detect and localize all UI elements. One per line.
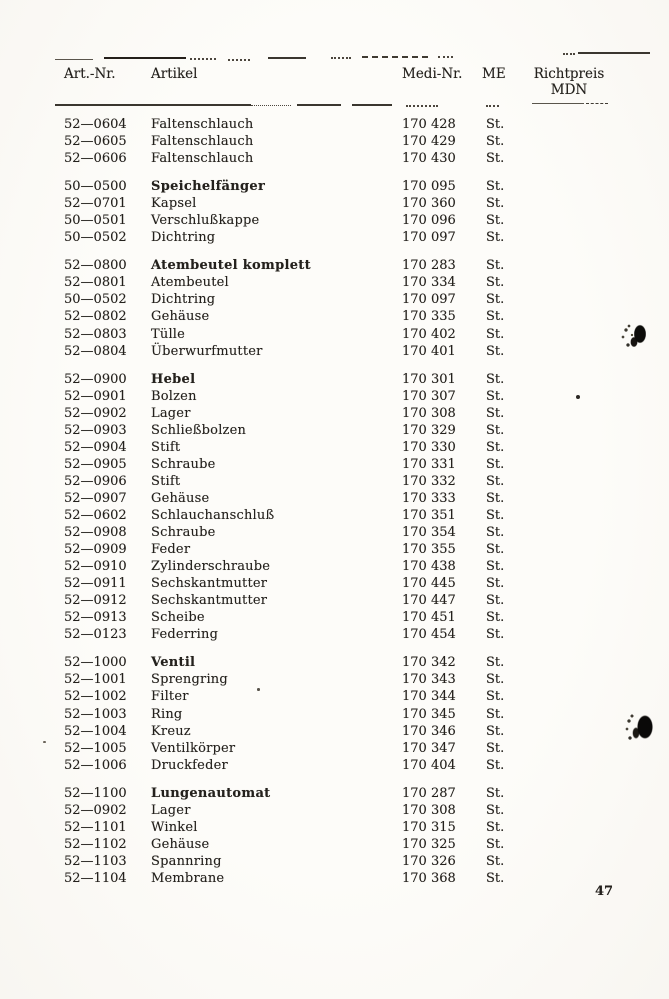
medi-nr-cell: 170 095 (402, 179, 456, 195)
medi-nr-cell: 170 330 (402, 439, 456, 455)
table-row (0, 507, 669, 524)
art-nr-cell: 52—0902 (64, 802, 127, 818)
table-row (0, 195, 669, 212)
me-cell: St. (486, 275, 505, 291)
me-cell: St. (486, 870, 505, 886)
me-cell: St. (486, 627, 505, 643)
art-nr-cell: 52—0123 (64, 627, 127, 643)
medi-nr-cell: 170 331 (402, 456, 456, 472)
medi-nr-cell: 170 097 (402, 230, 456, 246)
table-rule-segment (104, 57, 186, 59)
me-cell: St. (486, 326, 505, 342)
artikel-cell: Schraube (151, 525, 216, 541)
medi-nr-cell: 170 308 (402, 802, 456, 818)
table-rule-segment (55, 104, 251, 106)
artikel-cell: Ventilkörper (151, 740, 236, 756)
artikel-cell: Spannring (151, 853, 222, 869)
table-row (0, 654, 669, 671)
me-cell: St. (486, 593, 505, 609)
me-cell: St. (486, 490, 505, 506)
me-cell: St. (486, 853, 505, 869)
art-nr-cell: 52—0803 (64, 326, 127, 342)
table-rule-segment (331, 57, 351, 59)
table-rule-segment (486, 105, 499, 107)
art-nr-cell: 52—0801 (64, 275, 127, 291)
art-nr-cell: 52—0701 (64, 196, 127, 212)
medi-nr-cell: 170 454 (402, 627, 456, 643)
me-cell: St. (486, 388, 505, 404)
table-rule-segment (438, 56, 453, 58)
parts-group (0, 785, 669, 887)
art-nr-cell: 52—0901 (64, 388, 127, 404)
artikel-cell: Faltenschlauch (151, 151, 254, 167)
table-row (0, 388, 669, 405)
artikel-cell: Tülle (151, 326, 186, 342)
medi-nr-cell: 170 404 (402, 757, 456, 773)
table-row (0, 723, 669, 740)
table-row (0, 671, 669, 688)
art-nr-cell: 52—1003 (64, 706, 127, 722)
me-cell: St. (486, 343, 505, 359)
table-rule-segment (190, 58, 216, 60)
art-nr-cell: 52—1103 (64, 853, 127, 869)
medi-nr-cell: 170 428 (402, 117, 456, 132)
medi-nr-cell: 170 329 (402, 422, 456, 438)
art-nr-cell: 52—0908 (64, 525, 127, 541)
artikel-cell: Sprengring (151, 672, 228, 688)
artikel-cell: Scheibe (151, 610, 205, 626)
artikel-cell: Kapsel (151, 196, 197, 212)
artikel-cell: Verschlußkappe (151, 213, 260, 229)
me-cell: St. (486, 117, 505, 132)
me-cell: St. (486, 473, 505, 489)
artikel-cell: Stift (151, 473, 181, 489)
medi-nr-cell: 170 344 (402, 689, 456, 705)
artikel-cell: Ventil (151, 655, 196, 671)
parts-table-body (0, 116, 669, 898)
parts-group (0, 178, 669, 246)
column-header-art-nr: Art.-Nr. (64, 66, 116, 82)
table-rule-segment (55, 59, 93, 60)
artikel-cell: Atembeutel komplett (151, 258, 311, 274)
table-row (0, 802, 669, 819)
column-header-richtpreis-mdn (523, 66, 615, 98)
me-cell: St. (486, 507, 505, 523)
table-rule-segment (532, 103, 584, 104)
table-row (0, 558, 669, 575)
art-nr-cell: 52—1001 (64, 672, 127, 688)
table-row (0, 740, 669, 757)
art-nr-cell: 50—0500 (64, 179, 127, 195)
artikel-cell: Stift (151, 439, 181, 455)
art-nr-cell: 52—0902 (64, 405, 127, 421)
me-cell: St. (486, 525, 505, 541)
medi-nr-cell: 170 343 (402, 672, 456, 688)
art-nr-cell: 52—1101 (64, 819, 127, 835)
art-nr-cell: 52—0606 (64, 151, 127, 167)
medi-nr-cell: 170 334 (402, 275, 456, 291)
table-rule-segment (362, 56, 428, 58)
medi-nr-cell: 170 445 (402, 576, 456, 592)
column-header-artikel: Artikel (151, 66, 198, 82)
art-nr-cell: 52—0602 (64, 507, 127, 523)
table-row (0, 626, 669, 643)
table-row (0, 257, 669, 274)
me-cell: St. (486, 422, 505, 438)
medi-nr-cell: 170 346 (402, 723, 456, 739)
art-nr-cell: 52—0907 (64, 490, 127, 506)
table-row (0, 490, 669, 507)
me-cell: St. (486, 723, 505, 739)
artikel-cell: Faltenschlauch (151, 117, 254, 132)
me-cell: St. (486, 456, 505, 472)
artikel-cell: Lager (151, 802, 191, 818)
artikel-cell: Dichtring (151, 230, 216, 246)
me-cell: St. (486, 802, 505, 818)
art-nr-cell: 52—0913 (64, 610, 127, 626)
table-rule-segment (228, 59, 250, 61)
me-cell: St. (486, 405, 505, 421)
medi-nr-cell: 170 308 (402, 405, 456, 421)
me-cell: St. (486, 230, 505, 246)
art-nr-cell: 52—0900 (64, 371, 127, 387)
parts-group (0, 371, 669, 644)
art-nr-cell: 52—0802 (64, 309, 127, 325)
table-row (0, 274, 669, 291)
art-nr-cell: 52—0605 (64, 134, 127, 150)
artikel-cell: Atembeutel (151, 275, 229, 291)
parts-group (0, 654, 669, 773)
art-nr-cell: 52—0903 (64, 422, 127, 438)
me-cell: St. (486, 819, 505, 835)
medi-nr-cell: 170 333 (402, 490, 456, 506)
parts-group (0, 116, 669, 167)
medi-nr-cell: 170 368 (402, 870, 456, 886)
mdn-label: MDN (550, 82, 588, 98)
table-row (0, 371, 669, 388)
artikel-cell: Speichelfänger (151, 179, 266, 195)
artikel-cell: Überwurfmutter (151, 343, 263, 359)
page-number: 47 (595, 884, 614, 899)
medi-nr-cell: 170 402 (402, 326, 456, 342)
table-row (0, 343, 669, 360)
table-row (0, 212, 669, 229)
me-cell: St. (486, 785, 505, 801)
art-nr-cell: 52—0905 (64, 456, 127, 472)
me-cell: St. (486, 576, 505, 592)
me-cell: St. (486, 740, 505, 756)
medi-nr-cell: 170 360 (402, 196, 456, 212)
medi-nr-cell: 170 326 (402, 853, 456, 869)
medi-nr-cell: 170 315 (402, 819, 456, 835)
me-cell: St. (486, 371, 505, 387)
table-rule-segment (268, 57, 306, 59)
table-row (0, 405, 669, 422)
artikel-cell: Bolzen (151, 388, 197, 404)
medi-nr-cell: 170 307 (402, 388, 456, 404)
medi-nr-cell: 170 429 (402, 134, 456, 150)
ink-speck (576, 395, 580, 399)
table-rule-segment (406, 105, 438, 107)
parts-group (0, 257, 669, 359)
artikel-cell: Kreuz (151, 723, 191, 739)
art-nr-cell: 52—0912 (64, 593, 127, 609)
artikel-cell: Schließbolzen (151, 422, 247, 438)
me-cell: St. (486, 151, 505, 167)
medi-nr-cell: 170 438 (402, 559, 456, 575)
medi-nr-cell: 170 097 (402, 292, 456, 308)
table-rule-segment (352, 104, 392, 106)
me-cell: St. (486, 258, 505, 274)
table-row (0, 229, 669, 246)
medi-nr-cell: 170 430 (402, 151, 456, 167)
table-rule-segment (297, 104, 341, 106)
medi-nr-cell: 170 287 (402, 785, 456, 801)
medi-nr-cell: 170 283 (402, 258, 456, 274)
table-row (0, 870, 669, 887)
art-nr-cell: 52—0906 (64, 473, 127, 489)
artikel-cell: Gehäuse (151, 836, 210, 852)
ink-speck (257, 688, 260, 691)
me-cell: St. (486, 179, 505, 195)
me-cell: St. (486, 655, 505, 671)
table-row (0, 609, 669, 626)
table-row (0, 439, 669, 456)
table-row (0, 473, 669, 490)
me-cell: St. (486, 672, 505, 688)
art-nr-cell: 52—0910 (64, 559, 127, 575)
artikel-cell: Winkel (151, 819, 198, 835)
art-nr-cell: 52—0911 (64, 576, 127, 592)
art-nr-cell: 52—1005 (64, 740, 127, 756)
art-nr-cell: 52—1004 (64, 723, 127, 739)
me-cell: St. (486, 689, 505, 705)
me-cell: St. (486, 292, 505, 308)
art-nr-cell: 50—0502 (64, 292, 127, 308)
artikel-cell: Filter (151, 689, 189, 705)
ink-speck (43, 741, 46, 743)
art-nr-cell: 52—0604 (64, 117, 127, 132)
art-nr-cell: 50—0502 (64, 230, 127, 246)
artikel-cell: Gehäuse (151, 490, 210, 506)
table-row (0, 706, 669, 723)
artikel-cell: Lager (151, 405, 191, 421)
table-row (0, 757, 669, 774)
me-cell: St. (486, 439, 505, 455)
table-row (0, 326, 669, 343)
table-row (0, 836, 669, 853)
artikel-cell: Dichtring (151, 292, 216, 308)
table-row (0, 853, 669, 870)
artikel-cell: Gehäuse (151, 309, 210, 325)
art-nr-cell: 52—1006 (64, 757, 127, 773)
artikel-cell: Hebel (151, 371, 196, 387)
table-row (0, 524, 669, 541)
art-nr-cell: 52—1000 (64, 655, 127, 671)
medi-nr-cell: 170 325 (402, 836, 456, 852)
medi-nr-cell: 170 401 (402, 343, 456, 359)
me-cell: St. (486, 610, 505, 626)
table-row (0, 592, 669, 609)
medi-nr-cell: 170 451 (402, 610, 456, 626)
table-row (0, 541, 669, 558)
table-row (0, 291, 669, 308)
me-cell: St. (486, 134, 505, 150)
art-nr-cell: 52—0804 (64, 343, 127, 359)
richtpreis-label: Richtpreis (533, 66, 605, 82)
medi-nr-cell: 170 447 (402, 593, 456, 609)
art-nr-cell: 52—1102 (64, 836, 127, 852)
table-rule-segment (563, 53, 575, 55)
artikel-cell: Lungenautomat (151, 785, 271, 801)
art-nr-cell: 50—0501 (64, 213, 127, 229)
medi-nr-cell: 170 354 (402, 525, 456, 541)
medi-nr-cell: 170 355 (402, 542, 456, 558)
artikel-cell: Ring (151, 706, 183, 722)
artikel-cell: Schraube (151, 456, 216, 472)
medi-nr-cell: 170 347 (402, 740, 456, 756)
table-row (0, 178, 669, 195)
table-row (0, 308, 669, 325)
artikel-cell: Zylinderschraube (151, 559, 271, 575)
table-row (0, 422, 669, 439)
art-nr-cell: 52—1100 (64, 785, 127, 801)
art-nr-cell: 52—1104 (64, 870, 127, 886)
artikel-cell: Schlauchanschluß (151, 507, 275, 523)
medi-nr-cell: 170 332 (402, 473, 456, 489)
me-cell: St. (486, 706, 505, 722)
table-row (0, 116, 669, 133)
table-row (0, 785, 669, 802)
table-row (0, 150, 669, 167)
artikel-cell: Sechskantmutter (151, 576, 268, 592)
table-rule-segment (251, 105, 291, 106)
medi-nr-cell: 170 345 (402, 706, 456, 722)
ink-stain (620, 709, 658, 749)
me-cell: St. (486, 196, 505, 212)
table-row (0, 819, 669, 836)
table-row (0, 133, 669, 150)
ink-stain (617, 320, 651, 354)
medi-nr-cell: 170 351 (402, 507, 456, 523)
medi-nr-cell: 170 096 (402, 213, 456, 229)
table-row (0, 688, 669, 705)
artikel-cell: Membrane (151, 870, 225, 886)
me-cell: St. (486, 542, 505, 558)
me-cell: St. (486, 309, 505, 325)
artikel-cell: Druckfeder (151, 757, 228, 773)
me-cell: St. (486, 213, 505, 229)
me-cell: St. (486, 836, 505, 852)
art-nr-cell: 52—1002 (64, 689, 127, 705)
medi-nr-cell: 170 301 (402, 371, 456, 387)
table-rule-segment (578, 52, 650, 54)
artikel-cell: Faltenschlauch (151, 134, 254, 150)
artikel-cell: Sechskantmutter (151, 593, 268, 609)
art-nr-cell: 52—0909 (64, 542, 127, 558)
medi-nr-cell: 170 342 (402, 655, 456, 671)
column-header-me: ME (482, 66, 506, 82)
art-nr-cell: 52—0904 (64, 439, 127, 455)
table-row (0, 456, 669, 473)
art-nr-cell: 52—0800 (64, 258, 127, 274)
me-cell: St. (486, 559, 505, 575)
column-header-medi-nr: Medi-Nr. (402, 66, 463, 82)
artikel-cell: Feder (151, 542, 191, 558)
table-row (0, 575, 669, 592)
table-rule-segment (586, 103, 608, 104)
medi-nr-cell: 170 335 (402, 309, 456, 325)
me-cell: St. (486, 757, 505, 773)
artikel-cell: Federring (151, 627, 219, 643)
